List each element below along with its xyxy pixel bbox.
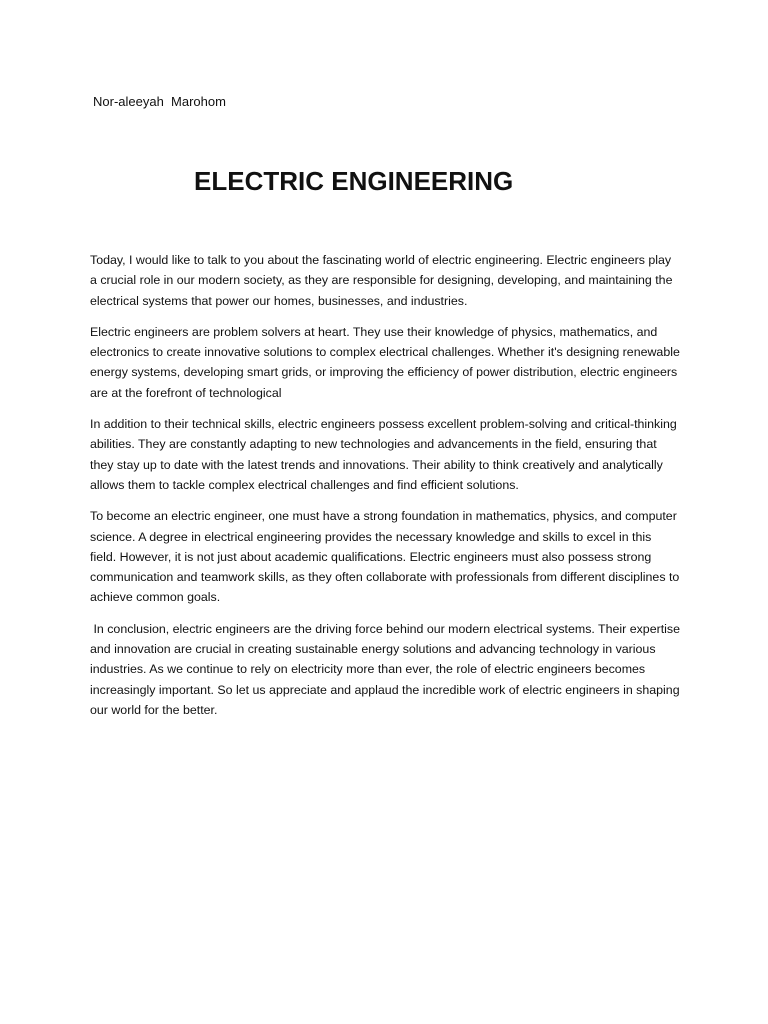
document-title: ELECTRIC ENGINEERING xyxy=(194,166,514,196)
paragraph-1: Today, I would like to talk to you about the fascinating world of electric engineering. Electric engineers play a crucial role in our modern society, as they are responsible for designing, developing, and maintaining the electrical systems that power our homes, businesses, and industries. xyxy=(90,253,673,308)
paragraph-5: In conclusion, electric engineers are the driving force behind our modern electrical systems. Their expertise and innovation are crucial in creating sustainable energy solutions and advancing technology in various industries. As we continue to rely on electricity more than ever, the role of electric engineers becomes increasingly important. So let us appreciate and applaud the incredible work of electric engineers in shaping our world for the better. xyxy=(90,621,684,717)
document-body xyxy=(90,250,684,731)
paragraph-3: In addition to their technical skills, electric engineers possess excellent problem-solving and critical-thinking abilities. They are constantly adapting to new technologies and advancements in the field, ensuring that they stay up to date with the latest trends and innovations. Their ability to think creatively and analytically allows them to tackle complex electrical challenges and find efficient solutions. xyxy=(90,417,677,492)
paragraph-4: To become an electric engineer, one must have a strong foundation in mathematics, physics, and computer science. A degree in electrical engineering provides the necessary knowledge and skills to excel in this field. However, it is not just about academic qualifications. Electric engineers must also possess strong communication and teamwork skills, as they often collaborate with professionals from different disciplines to achieve common goals. xyxy=(90,509,680,605)
author-name: Nor-aleeyah Marohom xyxy=(93,94,226,109)
paragraph-2: Electric engineers are problem solvers at heart. They use their knowledge of physics, mathematics, and electronics to create innovative solutions to complex electrical challenges. Whether it's designing renewable energy systems, developing smart grids, or improving the efficiency of power distribution, electric engineers are at the forefront of technological xyxy=(90,324,680,400)
